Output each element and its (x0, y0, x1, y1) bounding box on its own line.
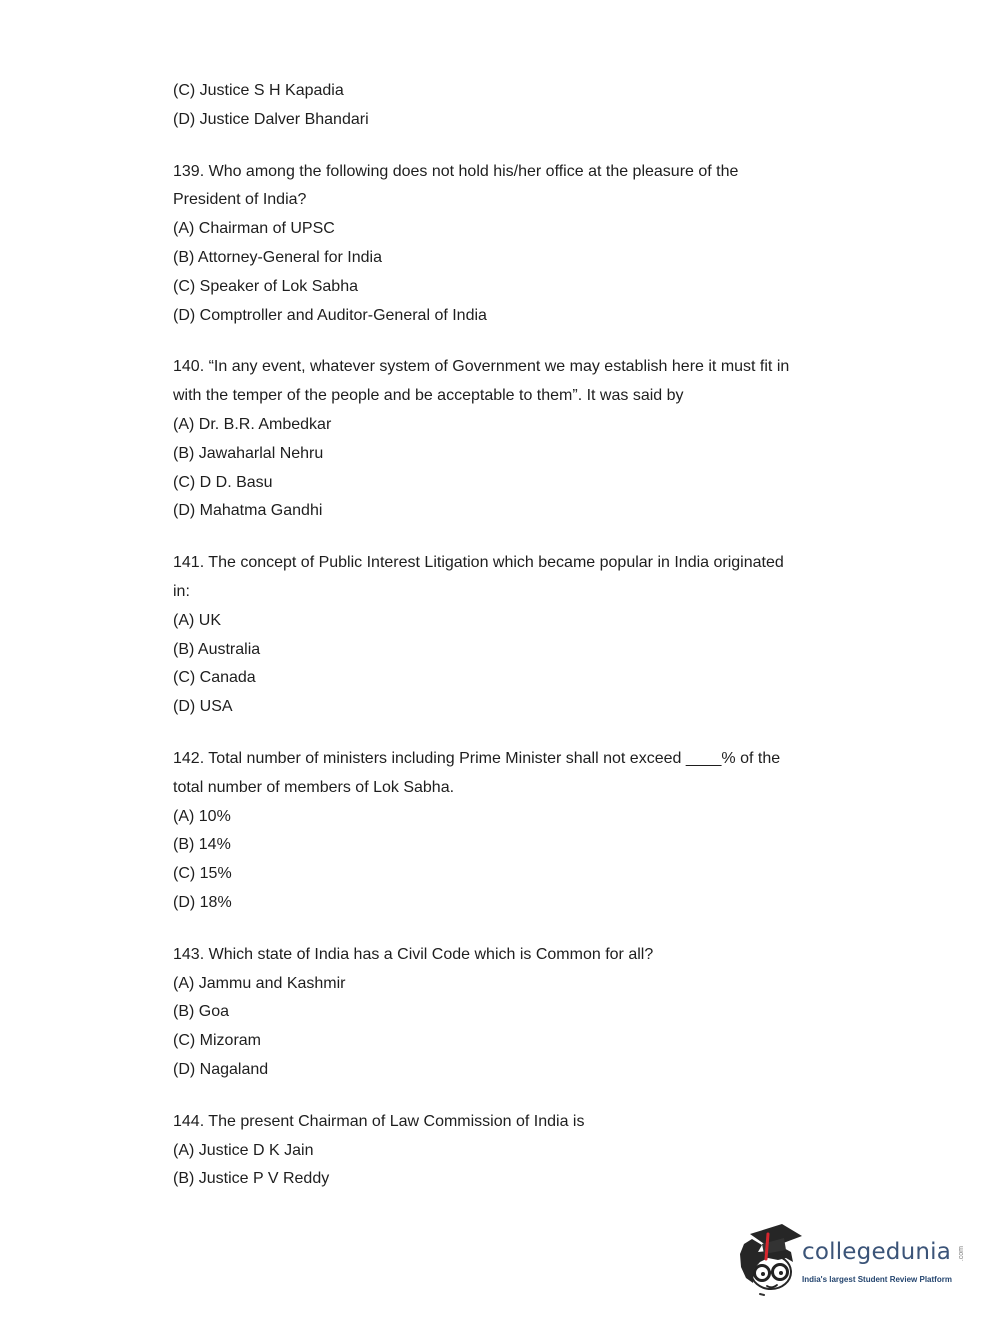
graduate-mascot-icon (738, 1222, 802, 1298)
question-141 (173, 549, 873, 722)
option-d: (D) Nagaland (173, 1060, 269, 1078)
option-c: (C) 15% (173, 865, 232, 883)
brand-tagline: India's largest Student Review Platform (802, 1275, 952, 1284)
question-text: 139. Who among the following does not hold his/her office at the pleasure of the (173, 162, 739, 180)
option-a: (A) Chairman of UPSC (173, 220, 335, 238)
option-a: (A) Dr. B.R. Ambedkar (173, 415, 332, 433)
option-c: (C) Canada (173, 669, 256, 687)
question-143 (173, 941, 873, 1085)
option-c: (C) Justice S H Kapadia (173, 82, 344, 99)
option-b: (B) Goa (173, 1003, 230, 1021)
option-b: (B) Attorney-General for India (173, 248, 382, 266)
question-140 (173, 353, 873, 526)
option-c: (C) Speaker of Lok Sabha (173, 277, 358, 295)
option-d: (D) USA (173, 698, 233, 716)
brand-domain-suffix: .com (958, 1246, 965, 1262)
cap-tassel (766, 1234, 768, 1259)
question-142 (173, 745, 873, 918)
option-a: (A) 10% (173, 807, 231, 825)
option-a: (A) Justice D K Jain (173, 1141, 314, 1159)
question-text: with the temper of the people and be acceptable to them”. It was said by (173, 387, 684, 405)
option-b: (B) Australia (173, 640, 261, 658)
option-d: (D) 18% (173, 893, 232, 911)
collegedunia-logo (738, 1222, 980, 1302)
question-text: 143. Which state of India has a Civil Code which is Common for all? (173, 945, 654, 963)
option-d: (D) Mahatma Gandhi (173, 502, 323, 520)
question-text: President of India? (173, 191, 307, 209)
question-text: in: (173, 582, 190, 600)
question-text: 144. The present Chairman of Law Commission of India is (173, 1112, 585, 1130)
option-c: (C) Mizoram (173, 1032, 261, 1050)
question-text: total number of members of Lok Sabha. (173, 778, 455, 796)
option-a: (A) Jammu and Kashmir (173, 974, 346, 992)
option-a: (A) UK (173, 611, 221, 629)
question-text: 142. Total number of ministers including Prime Minister shall not exceed ____% of the (173, 749, 781, 767)
question-139 (173, 158, 873, 331)
option-b: (B) Jawaharlal Nehru (173, 444, 324, 462)
brand-name: collegedunia (802, 1239, 952, 1265)
question-text: 140. “In any event, whatever system of Government we may establish here it must fit in (173, 358, 790, 376)
previous-question-continuation (173, 77, 873, 135)
option-d: (D) Justice Dalver Bhandari (173, 110, 369, 128)
question-list (173, 77, 873, 1217)
option-c: (C) D D. Basu (173, 473, 273, 491)
option-d: (D) Comptroller and Auditor-General of India (173, 306, 487, 324)
option-b: (B) Justice P V Reddy (173, 1170, 330, 1188)
question-text: 141. The concept of Public Interest Litigation which became popular in India originated (173, 554, 784, 572)
question-144 (173, 1108, 873, 1194)
option-b: (B) 14% (173, 836, 231, 854)
